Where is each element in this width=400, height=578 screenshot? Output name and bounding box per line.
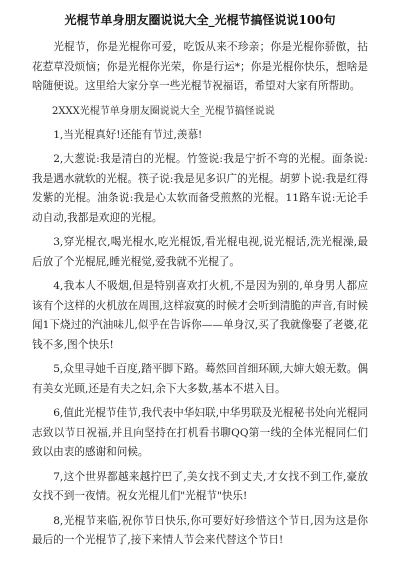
section-subheading: 2XXX光棍节单身朋友圈说说大全_光棍节搞怪说说 xyxy=(52,105,275,117)
list-item: 1,当光棍真好!还能有节过,羡慕! xyxy=(53,128,203,141)
intro-paragraph: 光棍节，你是光棍你可爱，吃饭从来不珍亲；你是光棍你骄傲，拈花惹草没烦恼；你是光棍你光荣，你是行运*；你是光棍你快乐，想啥是啥随便说。这里给大家分享一些光棍节祝福语，希望对大家有所帮助。 xyxy=(32,41,368,92)
list-item: 2,大葱说:我是清白的光棍。竹签说:我是宁折不弯的光棍。面条说:我是遇水就软的光棍。筷子说:我是见多识广的光棍。胡萝卜说:我是红得发紫的光棍。油条说:我是心太软而备受煎熬的光棍。11路车说:无论手动自动,我都是欢迎的光棍。 xyxy=(32,153,368,224)
list-item: 8,光棍节来临,祝你节日快乐,你可要好好珍惜这个节日,因为这是你最后的一个光棍节了,接下来情人节会来代替这个节日! xyxy=(32,514,368,546)
list-item: 3,穿光棍衣,喝光棍水,吃光棍饭,看光棍电视,说光棍话,洗光棍澡,最后放了个光棍屁,睡光棍觉,爱我就不光棍了。 xyxy=(32,236,368,268)
list-item: 6,值此光棍节佳节,我代表中华妇联,中华男联及光棍秘书处向光棍同志致以节日祝福,并且向坚持在打机看书聊QQ第一线的全体光棍同仁们致以由衷的感谢和问候。 xyxy=(32,407,368,458)
list-item: 4,我本人不吸烟,但是特别喜欢打火机,不是因为别的,单身男人都应该有个这样的火机放在周围,这样寂寞的时候才会听到清脆的声音,有时候闻1下烧过的汽油味儿,似乎在告诉你——单身汉,买了我就像娶了老婆,花钱不多,图个快乐! xyxy=(32,280,368,351)
list-item: 5,众里寻她千百度,踏平脚下路。蓦然回首细环顾,大婶大娘无数。偶有美女光顾,还是有夫之妇,余下大多数,基本不堪入目。 xyxy=(32,363,368,395)
document-title: 光棍节单身朋友圈说说大全_光棍节搞怪说说100句 xyxy=(64,13,336,27)
list-item: 7,这个世界都越来越拧巴了,美女找不到丈夫,才女找不到工作,豪放女找不到一夜情。祝女光棍儿们"光棍节"快乐! xyxy=(32,470,368,502)
